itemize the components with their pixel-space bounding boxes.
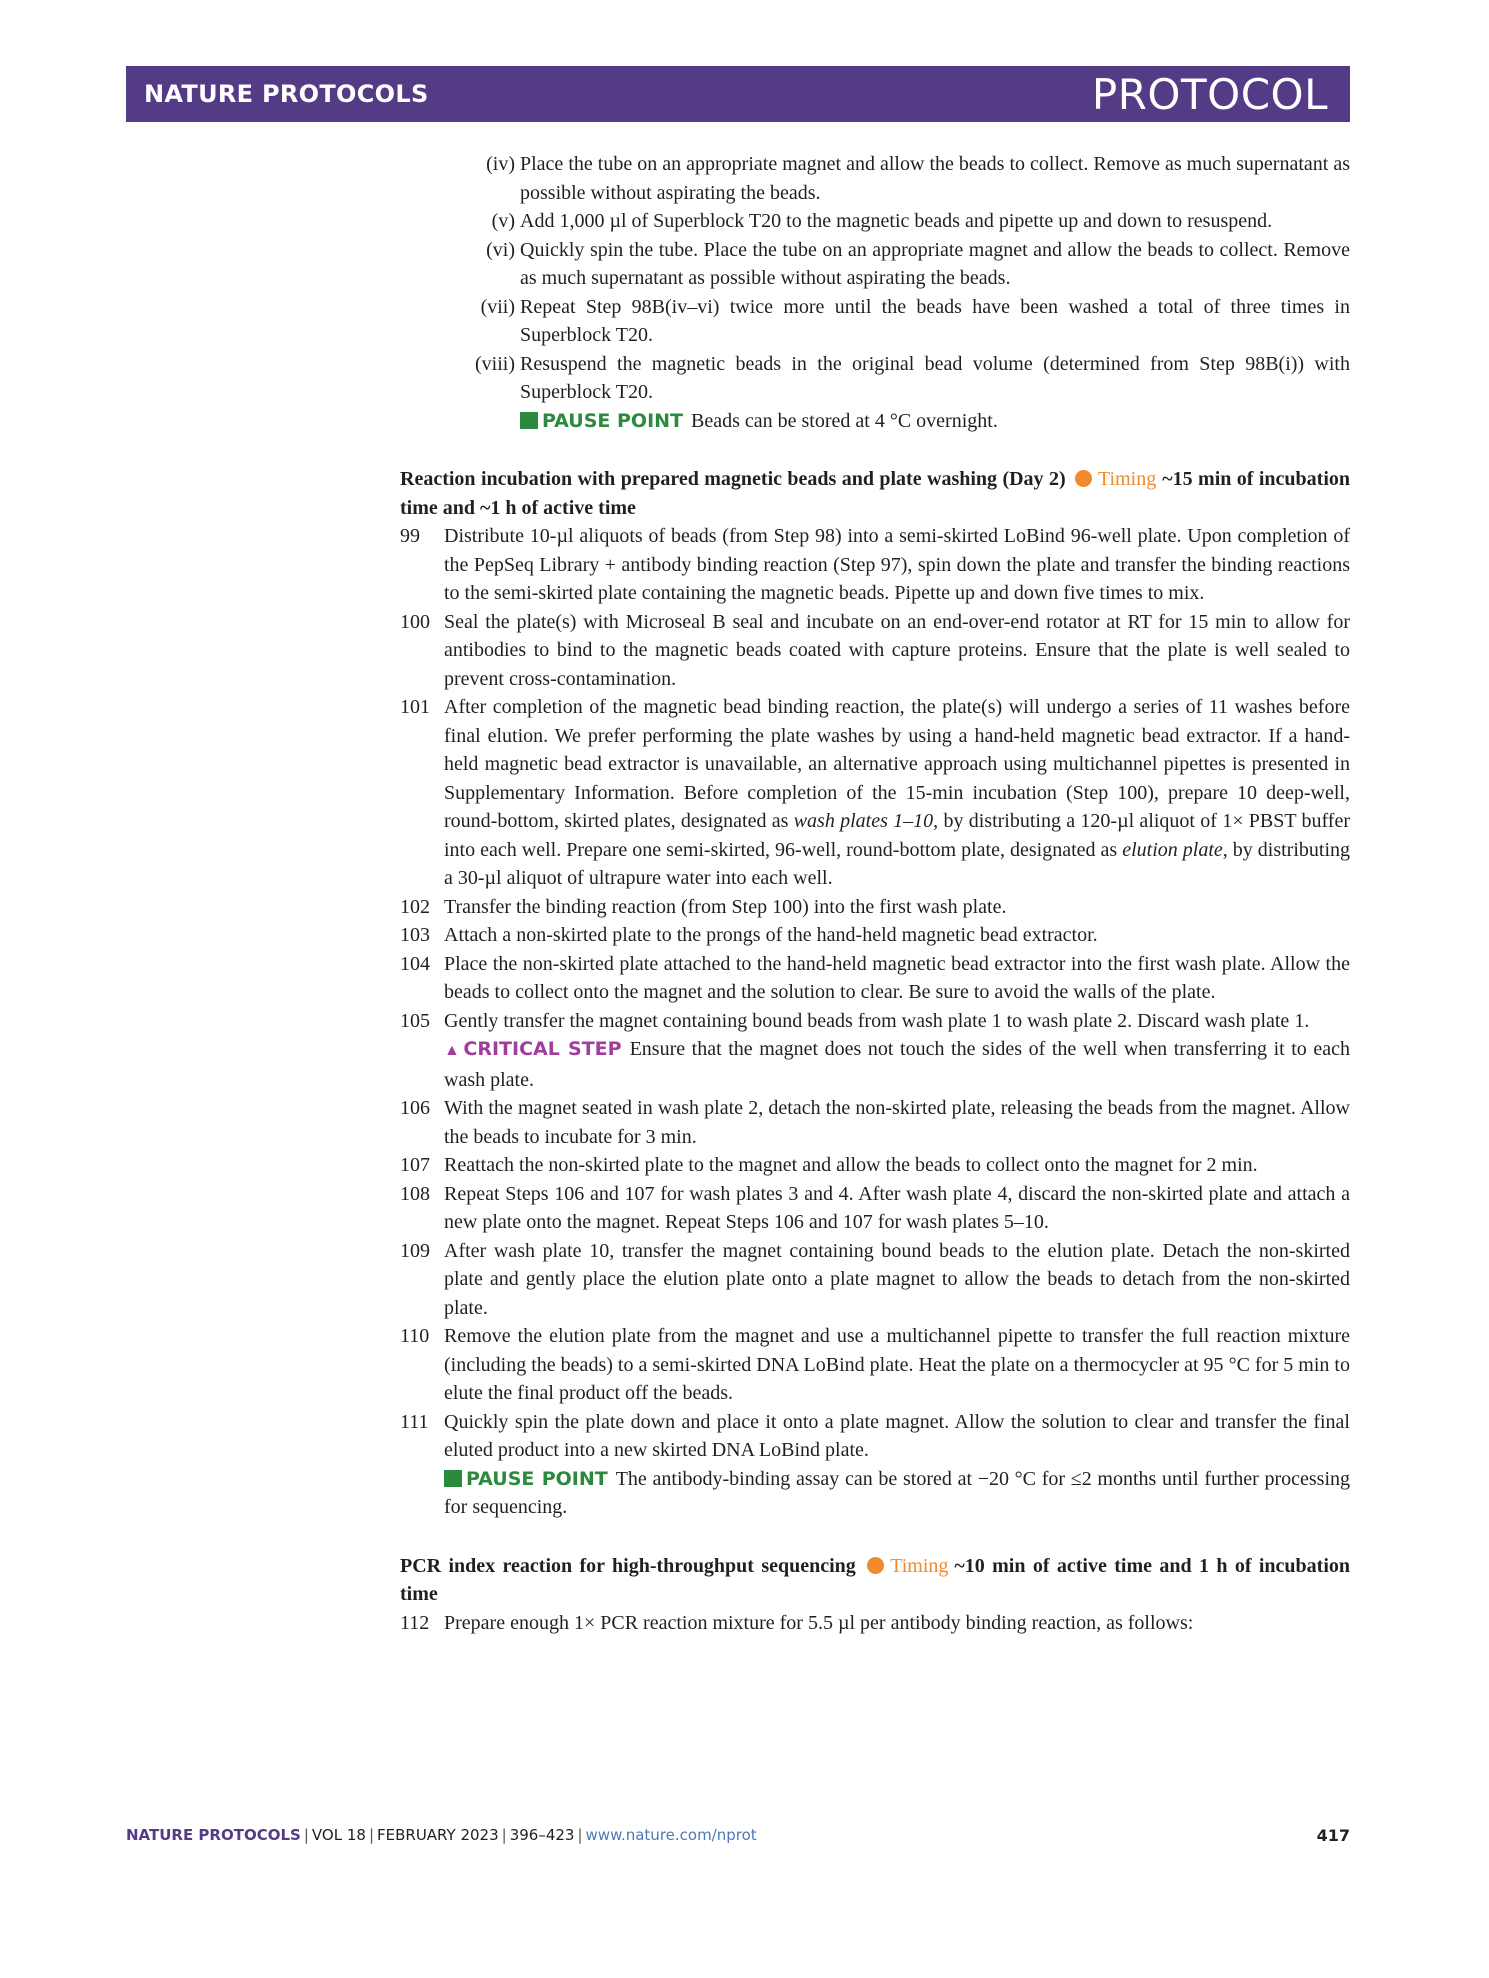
step-text: Reattach the non-skirted plate to the magnet and allow the beads to collect onto the magnet for 2 min. — [444, 1154, 1258, 1176]
footer-volume: VOL 18 — [311, 1826, 366, 1844]
step-number: 110 — [400, 1325, 430, 1347]
step-108 — [400, 1180, 1350, 1237]
critical-step-note — [444, 1035, 1350, 1094]
pause-point-label: PAUSE POINT — [466, 1467, 608, 1490]
step-number: 104 — [400, 952, 430, 975]
substep-v — [400, 207, 1350, 236]
step-number: 112 — [400, 1611, 430, 1634]
step-number: 99 — [400, 525, 420, 547]
step-text: Attach a non-skirted plate to the prongs of the hand-held magnetic bead extractor. — [444, 924, 1098, 946]
step-text: Repeat Steps 106 and 107 for wash plates 3 and 4. After wash plate 4, discard the non-skirted plate and attach a new plate onto the magnet. Repeat Steps 106 and 107 for wash plates 5–10. — [444, 1182, 1350, 1233]
step-text: Transfer the binding reaction (from Step 100) into the first wash plate. — [444, 895, 1007, 918]
timing-label: Timing — [890, 1554, 949, 1577]
substep-iv — [400, 150, 1350, 207]
step-109 — [400, 1237, 1350, 1323]
step-106 — [400, 1094, 1350, 1151]
step-number: 105 — [400, 1009, 430, 1032]
section-title: PCR index reaction for high-throughput sequencing — [400, 1554, 856, 1577]
footer-journal: NATURE PROTOCOLS — [126, 1826, 301, 1844]
critical-step-text: Ensure that the magnet does not touch the sides of the well when transferring it to each wash plate. — [444, 1038, 1350, 1091]
page-number: 417 — [1316, 1826, 1350, 1845]
substep-viii — [400, 350, 1350, 436]
step-103 — [400, 921, 1350, 950]
timing-value: ~10 min of active time and 1 h of incubation time — [400, 1554, 1351, 1605]
pause-point-icon — [520, 412, 538, 429]
pause-point-note — [444, 1465, 1350, 1522]
page-footer — [126, 1826, 1350, 1844]
step-number: 103 — [400, 924, 430, 946]
substep-vii — [400, 293, 1350, 350]
substep-number: (vi) — [486, 238, 515, 261]
step-99 — [400, 522, 1350, 608]
section-heading-reaction-incubation — [400, 465, 1350, 522]
footer-separator: | — [501, 1826, 507, 1844]
pause-point-note — [520, 407, 1350, 436]
critical-step-label: CRITICAL STEP — [463, 1038, 622, 1060]
substep-number: (v) — [491, 210, 515, 232]
pause-point-icon — [444, 1470, 462, 1487]
step-110 — [400, 1322, 1350, 1408]
substep-number: (iv) — [486, 153, 515, 175]
footer-separator: | — [303, 1826, 309, 1844]
step-number: 108 — [400, 1182, 430, 1205]
step-107 — [400, 1151, 1350, 1180]
footer-date: FEBRUARY 2023 — [377, 1826, 499, 1844]
step-text: , by distributing a 120-µl aliquot of 1× PBST buffer into each well. Prepare one semi-skirted, 96-well, round-bottom plate, designated as — [444, 810, 1350, 861]
substep-text: Place the tube on an appropriate magnet and allow the beads to collect. Remove as much supernatant as possible without aspirating the beads. — [520, 153, 1350, 204]
substep-text: Repeat Step 98B(iv–vi) twice more until the beads have been washed a total of three times in Superblock T20. — [520, 295, 1350, 346]
step-number: 100 — [400, 610, 430, 633]
timing-value: ~15 min of incubation time and ~1 h of active time — [400, 468, 1351, 519]
timing-icon — [1075, 470, 1092, 487]
substep-text: Quickly spin the tube. Place the tube on an appropriate magnet and allow the beads to collect. Remove as much supernatant as possible without aspirating the beads. — [520, 238, 1350, 289]
step-number: 101 — [400, 696, 430, 718]
step-text-italic: elution plate — [1122, 838, 1223, 861]
step-text: Seal the plate(s) with Microseal B seal and incubate on an end-over-end rotator at RT for 15 min to allow for antibodies to bind to the magnetic beads coated with capture proteins. Ensure that the plate is well sealed to prevent cross-contamination. — [444, 610, 1350, 690]
substep-vi — [400, 236, 1350, 293]
substep-number: (viii) — [475, 352, 515, 375]
step-text: Distribute 10-µl aliquots of beads (from Step 98) into a semi-skirted LoBind 96-well plate. Upon completion of the PepSeq Library + antibody binding reaction (Step 97), spin down the plate and transfer the binding reactions to the semi-skirted plate containing the magnetic beads. Pipette up and down five times to mix. — [444, 525, 1350, 604]
step-text-italic: wash plates 1–10 — [793, 810, 934, 832]
section-heading-pcr-index — [400, 1552, 1350, 1609]
step-text: Prepare enough 1× PCR reaction mixture for 5.5 µl per antibody binding reaction, as follows: — [444, 1611, 1194, 1634]
step-text: , by distributing a 30-µl aliquot of ultrapure water into each well. — [444, 838, 1351, 889]
timing-icon — [867, 1557, 884, 1574]
step-101 — [400, 693, 1350, 893]
substep-number: (vii) — [480, 295, 515, 318]
footer-separator: | — [368, 1826, 374, 1844]
footer-separator: | — [577, 1826, 583, 1844]
step-100 — [400, 608, 1350, 694]
step-number: 111 — [400, 1410, 429, 1433]
step-text: After wash plate 10, transfer the magnet containing bound beads to the elution plate. Detach the non-skirted plate and gently place the elution plate onto a plate magnet to allow the beads to detach from the non-skirted plate. — [444, 1239, 1350, 1319]
warning-triangle-icon: ▲ — [444, 1042, 462, 1059]
pause-point-text: Beads can be stored at 4 °C overnight. — [691, 409, 998, 432]
footer-pages: 396–423 — [509, 1826, 575, 1844]
pause-point-text: The antibody-binding assay can be stored at −20 °C for ≤2 months until further processing for sequencing. — [444, 1467, 1350, 1518]
document-type: PROTOCOL — [1091, 70, 1328, 119]
step-text: Quickly spin the plate down and place it onto a plate magnet. Allow the solution to clear and transfer the final eluted product into a new skirted DNA LoBind plate. — [444, 1410, 1350, 1461]
step-number: 106 — [400, 1097, 430, 1119]
step-104 — [400, 950, 1350, 1007]
step-text: With the magnet seated in wash plate 2, detach the non-skirted plate, releasing the beads from the magnet. Allow the beads to incubate for 3 min. — [444, 1097, 1350, 1148]
step-105 — [400, 1007, 1350, 1095]
step-111 — [400, 1408, 1350, 1522]
journal-name: NATURE PROTOCOLS — [144, 80, 429, 108]
step-number: 109 — [400, 1239, 430, 1262]
step-102 — [400, 893, 1350, 922]
section-title: Reaction incubation with prepared magnetic beads and plate washing (Day 2) — [400, 468, 1066, 490]
substep-text: Resuspend the magnetic beads in the original bead volume (determined from Step 98B(i)) with Superblock T20. — [520, 352, 1350, 403]
footer-url-link[interactable]: www.nature.com/nprot — [585, 1826, 757, 1844]
step-text: Remove the elution plate from the magnet and use a multichannel pipette to transfer the full reaction mixture (including the beads) to a semi-skirted DNA LoBind plate. Heat the plate on a thermocycler at 95 °C for 5 min to elute the final product off the beads. — [444, 1325, 1350, 1404]
step-number: 102 — [400, 895, 430, 918]
timing-label: Timing — [1098, 468, 1157, 490]
header-bar — [126, 66, 1350, 122]
substep-text: Add 1,000 µl of Superblock T20 to the magnetic beads and pipette up and down to resuspend. — [520, 210, 1273, 232]
step-112 — [400, 1609, 1350, 1638]
step-text: After completion of the magnetic bead binding reaction, the plate(s) will undergo a series of 11 washes before final elution. We prefer performing the plate washes by using a hand-held magnetic bead extractor. If a hand-held magnetic bead extractor is unavailable, an alternative approach using multichannel pipettes is presented in Supplementary Information. Before completion of the 15-min incubation (Step 100), prepare 10 deep-well, round-bottom, skirted plates, designated as — [444, 696, 1350, 832]
step-number: 107 — [400, 1154, 430, 1176]
main-content — [400, 150, 1350, 1637]
step-text: Gently transfer the magnet containing bound beads from wash plate 1 to wash plate 2. Discard wash plate 1. — [444, 1009, 1310, 1032]
pause-point-label: PAUSE POINT — [542, 409, 684, 432]
step-text: Place the non-skirted plate attached to the hand-held magnetic bead extractor into the first wash plate. Allow the beads to collect onto the magnet and the solution to clear. Be sure to avoid the walls of the plate. — [444, 952, 1350, 1003]
